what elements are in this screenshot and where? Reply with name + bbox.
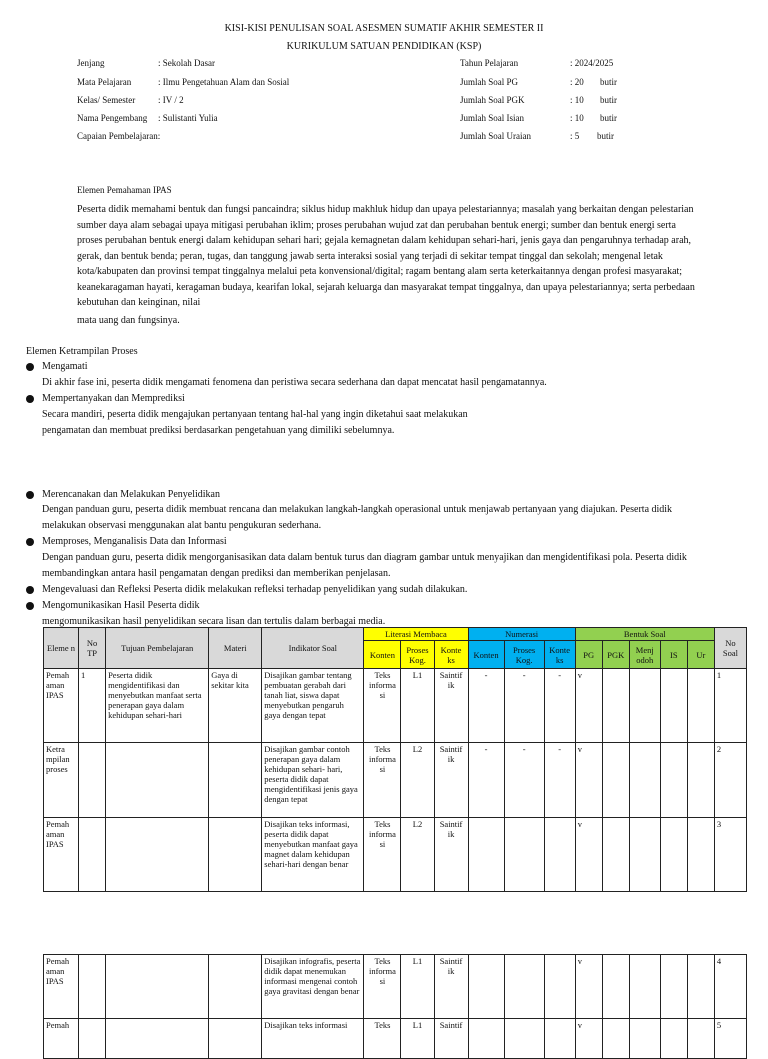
cell-num-konteks: - [544, 669, 575, 743]
cell-materi: Gaya di sekitar kita [209, 669, 262, 743]
document-subtitle: KURIKULUM SATUAN PENDIDIKAN (KSP) [286, 41, 482, 52]
bullet-icon [26, 395, 34, 403]
pemahaman-line: sumber daya alam sebagai upaya mitigasi perubahan iklim; proses perubahan wujud zat dan perubahan bentuk energi; sumber dan bentuk energi serta [77, 220, 676, 231]
cell-is [660, 955, 687, 1019]
cell-tujuan [106, 1019, 209, 1059]
pemahaman-heading: Elemen Pemahaman IPAS [77, 185, 172, 195]
table-row [44, 743, 747, 818]
cell-materi [209, 743, 262, 818]
pemahaman-line: mata uang dan fungsinya. [77, 315, 180, 326]
cell-pgk [602, 743, 629, 818]
bullet-icon [26, 538, 34, 546]
meta-unit-pgk: butir [600, 95, 617, 105]
cell-tp [79, 1019, 106, 1059]
cell-elemen: Pemah aman IPAS [44, 669, 79, 743]
meta-unit-isian: butir [600, 113, 617, 123]
meta-label-capaian: Capaian Pembelajaran: [77, 131, 161, 141]
skill-title: Memproses, Menganalisis Data dan Informasi [42, 536, 227, 547]
header-literasi: Literasi Membaca [364, 628, 468, 641]
cell-tp [79, 955, 106, 1019]
cell-lit-proses: L1 [401, 669, 434, 743]
meta-value-mapel: : Ilmu Pengetahuan Alam dan Sosial [158, 77, 290, 87]
cell-tp: 1 [79, 669, 106, 743]
pemahaman-line: kebutuhan dan keinginan, nilai [77, 297, 201, 308]
cell-num-proses [504, 955, 544, 1019]
skill-desc: melakukan observasi menggunakan alat bantu pengukuran sederhana. [42, 520, 322, 531]
cell-tp [79, 743, 106, 818]
meta-value-pengembang: : Sulistanti Yulia [158, 113, 218, 123]
skill-title: Mengevaluasi dan Refleksi Peserta didik melakukan refleksi terhadap penyelidikan yang sudah dilakukan. [42, 584, 468, 595]
cell-ur [687, 818, 714, 892]
meta-unit-pg: butir [600, 77, 617, 87]
cell-lit-proses: L2 [401, 743, 434, 818]
cell-pgk [602, 955, 629, 1019]
skill-desc: Di akhir fase ini, peserta didik mengamati fenomena dan peristiwa secara sederhana dan dapat mencatat hasil pengamatannya. [42, 377, 547, 388]
meta-label-pg: Jumlah Soal PG [460, 77, 519, 87]
meta-unit-uraian: butir [597, 131, 614, 141]
cell-lit-proses: L2 [401, 818, 434, 892]
header-menjodoh: Menj odoh [629, 641, 660, 669]
header-num-konten: Konten [468, 641, 504, 669]
pemahaman-line: Peserta didik memahami bentuk dan fungsi pancaindra; siklus hidup makhluk hidup dan upaya pelestariannya; masalah yang berkaitan dengan pelestarian [77, 204, 694, 215]
skill-desc: pengamatan dan membuat prediksi berdasarkan pengetahuan yang dimiliki sebelumnya. [42, 425, 395, 436]
header-lit-konten: Konten [364, 641, 401, 669]
cell-no-soal: 2 [714, 743, 746, 818]
meta-label-pengembang: Nama Pengembang [77, 113, 148, 123]
header-materi: Materi [209, 628, 262, 669]
header-tujuan: Tujuan Pembelajaran [106, 628, 209, 669]
header-numerasi: Numerasi [468, 628, 575, 641]
cell-materi [209, 818, 262, 892]
header-lit-proses: Proses Kog. [401, 641, 434, 669]
cell-indikator: Disajikan gambar contoh penerapan gaya dalam kehidupan sehari- hari, peserta didik dapat mengidentifikasi jenis gaya dengan tepat [262, 743, 364, 818]
cell-num-proses: - [504, 743, 544, 818]
keterampilan-heading: Elemen Ketrampilan Proses [26, 346, 138, 357]
cell-lit-konteks: Saintif ik [434, 743, 468, 818]
cell-lit-konten: Teks informa si [364, 955, 401, 1019]
cell-num-konteks [544, 955, 575, 1019]
cell-num-konteks [544, 1019, 575, 1059]
cell-pgk [602, 669, 629, 743]
cell-elemen: Pemah [44, 1019, 79, 1059]
cell-pgk [602, 818, 629, 892]
header-lit-konteks: Konte ks [434, 641, 468, 669]
skill-title: Mengomunikasikan Hasil Peserta didik [42, 600, 200, 611]
header-ur: Ur [687, 641, 714, 669]
cell-menjodoh [629, 818, 660, 892]
cell-pgk [602, 1019, 629, 1059]
header-elemen: Eleme n [44, 628, 79, 669]
skill-title: Mempertanyakan dan Memprediksi [42, 393, 185, 404]
cell-num-konten: - [468, 743, 504, 818]
bullet-icon [26, 363, 34, 371]
cell-lit-konteks: Saintif ik [434, 955, 468, 1019]
meta-value-tahun: : 2024/2025 [570, 58, 614, 68]
cell-ur [687, 669, 714, 743]
cell-num-konten [468, 1019, 504, 1059]
bullet-icon [26, 586, 34, 594]
cell-lit-konten: Teks informa si [364, 669, 401, 743]
cell-indikator: Disajikan gambar tentang pembuatan gerabah dari tanah liat, siswa dapat menyebutkan pengaruh gaya dengan tepat [262, 669, 364, 743]
cell-num-konten [468, 818, 504, 892]
table-row [44, 669, 747, 743]
header-no-soal: No Soal [714, 628, 746, 669]
table-row [44, 955, 747, 1019]
meta-label-isian: Jumlah Soal Isian [460, 113, 524, 123]
cell-num-konteks [544, 818, 575, 892]
bullet-icon [26, 602, 34, 610]
cell-is [660, 818, 687, 892]
meta-value-jenjang: : Sekolah Dasar [158, 58, 215, 68]
kisi-kisi-table [43, 627, 747, 892]
cell-lit-konten: Teks informa si [364, 743, 401, 818]
cell-is [660, 743, 687, 818]
cell-no-soal: 3 [714, 818, 746, 892]
meta-label-pgk: Jumlah Soal PGK [460, 95, 525, 105]
document-title: KISI-KISI PENULISAN SOAL ASESMEN SUMATIF AKHIR SEMESTER II [224, 23, 544, 34]
skill-title: Merencanakan dan Melakukan Penyelidikan [42, 489, 220, 500]
cell-num-konten [468, 955, 504, 1019]
cell-pg: v [575, 743, 602, 818]
cell-menjodoh [629, 1019, 660, 1059]
cell-no-soal: 1 [714, 669, 746, 743]
meta-label-tahun: Tahun Pelajaran [460, 58, 519, 68]
cell-menjodoh [629, 955, 660, 1019]
table-row [44, 818, 747, 892]
cell-tp [79, 818, 106, 892]
bullet-icon [26, 491, 34, 499]
cell-lit-konten: Teks informa si [364, 818, 401, 892]
cell-lit-konten: Teks [364, 1019, 401, 1059]
cell-lit-proses: L1 [401, 1019, 434, 1059]
cell-pg: v [575, 1019, 602, 1059]
cell-lit-konteks: Saintif ik [434, 669, 468, 743]
cell-ur [687, 955, 714, 1019]
header-num-konteks: Konte ks [544, 641, 575, 669]
meta-value-isian: : 10 [570, 113, 584, 123]
cell-num-proses [504, 1019, 544, 1059]
skill-desc: Secara mandiri, peserta didik mengajukan pertanyaan tentang hal-hal yang ingin diketahui saat melakukan [42, 409, 468, 420]
skill-desc: mengomunikasikan hasil penyelidikan secara lisan dan tertulis dalam berbagai media. [42, 616, 386, 627]
cell-num-konten: - [468, 669, 504, 743]
cell-materi [209, 955, 262, 1019]
pemahaman-line: gerak, dan bentuk benda; peran, tugas, dan tanggung jawab serta interaksi sosial yang terjadi di sekitar tempat tinggal dan sekolah; mengenal letak [77, 251, 663, 262]
cell-no-soal: 5 [714, 1019, 746, 1059]
cell-num-proses [504, 818, 544, 892]
header-pg: PG [575, 641, 602, 669]
cell-is [660, 1019, 687, 1059]
header-indikator: Indikator Soal [262, 628, 364, 669]
skill-desc: Dengan panduan guru, peserta didik mengorganisasikan data dalam bentuk turus dan diagram gambar untuk menyajikan dan mengidentifikasi pola. Peserta didik [42, 552, 687, 563]
pemahaman-line: proses perubahan bentuk energi dalam kehidupan sehari hari; gejala kemagnetan dalam kehidupan sehari-hari, jenis gaya dan pengaruhnya terhadap arah, [77, 235, 692, 246]
cell-lit-konteks: Saintif ik [434, 818, 468, 892]
cell-lit-konteks: Saintif [434, 1019, 468, 1059]
header-is: IS [660, 641, 687, 669]
pemahaman-line: keanekaragaman hayati, keragaman budaya, kearifan lokal, sejarah keluarga dan masyarakat tempat tinggalnya, dan upaya pelestariannya; serta perbedaan [77, 282, 695, 293]
cell-materi [209, 1019, 262, 1059]
kisi-kisi-table-continued [43, 954, 747, 1059]
meta-label-kelas: Kelas/ Semester [77, 95, 136, 105]
cell-pg: v [575, 955, 602, 1019]
meta-label-jenjang: Jenjang [77, 58, 105, 68]
header-no-tp: No TP [79, 628, 106, 669]
meta-value-pg: : 20 [570, 77, 584, 87]
cell-tujuan [106, 743, 209, 818]
cell-is [660, 669, 687, 743]
cell-indikator: Disajikan teks informasi [262, 1019, 364, 1059]
cell-num-proses: - [504, 669, 544, 743]
table-header-row [44, 628, 747, 641]
cell-tujuan: Peserta didik mengidentifikasi dan menyebutkan manfaat serta penerapan gaya dalam kehidupan sehari-hari [106, 669, 209, 743]
header-num-proses: Proses Kog. [504, 641, 544, 669]
skill-desc: Dengan panduan guru, peserta didik membuat rencana dan melakukan langkah-langkah operasional untuk menjawab pertanyaan yang diajukan. Peserta didik [42, 504, 673, 515]
pemahaman-line: kota/kabupaten dan provinsi tempat tinggalnya melalui peta konvensional/digital; ragam bentang alam serta keterkaitannya dengan profesi masyarakat; [77, 266, 683, 277]
cell-elemen: Ketra mpilan proses [44, 743, 79, 818]
cell-menjodoh [629, 669, 660, 743]
cell-tujuan [106, 955, 209, 1019]
meta-value-pgk: : 10 [570, 95, 584, 105]
cell-elemen: Pemah aman IPAS [44, 818, 79, 892]
cell-pg: v [575, 669, 602, 743]
meta-label-mapel: Mata Pelajaran [77, 77, 132, 87]
cell-elemen: Pemah aman IPAS [44, 955, 79, 1019]
cell-indikator: Disajikan teks informasi, peserta didik dapat menyebutkan manfaat gaya magnet dalam kehidupan sehari-hari dengan benar [262, 818, 364, 892]
cell-tujuan [106, 818, 209, 892]
cell-lit-proses: L1 [401, 955, 434, 1019]
cell-ur [687, 743, 714, 818]
header-pgk: PGK [602, 641, 629, 669]
skill-title: Mengamati [42, 361, 88, 372]
meta-value-kelas: : IV / 2 [158, 95, 184, 105]
meta-value-uraian: : 5 [570, 131, 580, 141]
cell-ur [687, 1019, 714, 1059]
cell-menjodoh [629, 743, 660, 818]
skill-desc: membandingkan antara hasil pengamatan dengan prediksi dan memberikan penjelasan. [42, 568, 391, 579]
table-row [44, 1019, 747, 1059]
header-bentuk-soal: Bentuk Soal [575, 628, 714, 641]
cell-no-soal: 4 [714, 955, 746, 1019]
cell-num-konteks: - [544, 743, 575, 818]
cell-indikator: Disajikan infografis, peserta didik dapat menemukan informasi mengenai contoh gaya gravitasi dengan benar [262, 955, 364, 1019]
cell-pg: v [575, 818, 602, 892]
meta-label-uraian: Jumlah Soal Uraian [460, 131, 531, 141]
